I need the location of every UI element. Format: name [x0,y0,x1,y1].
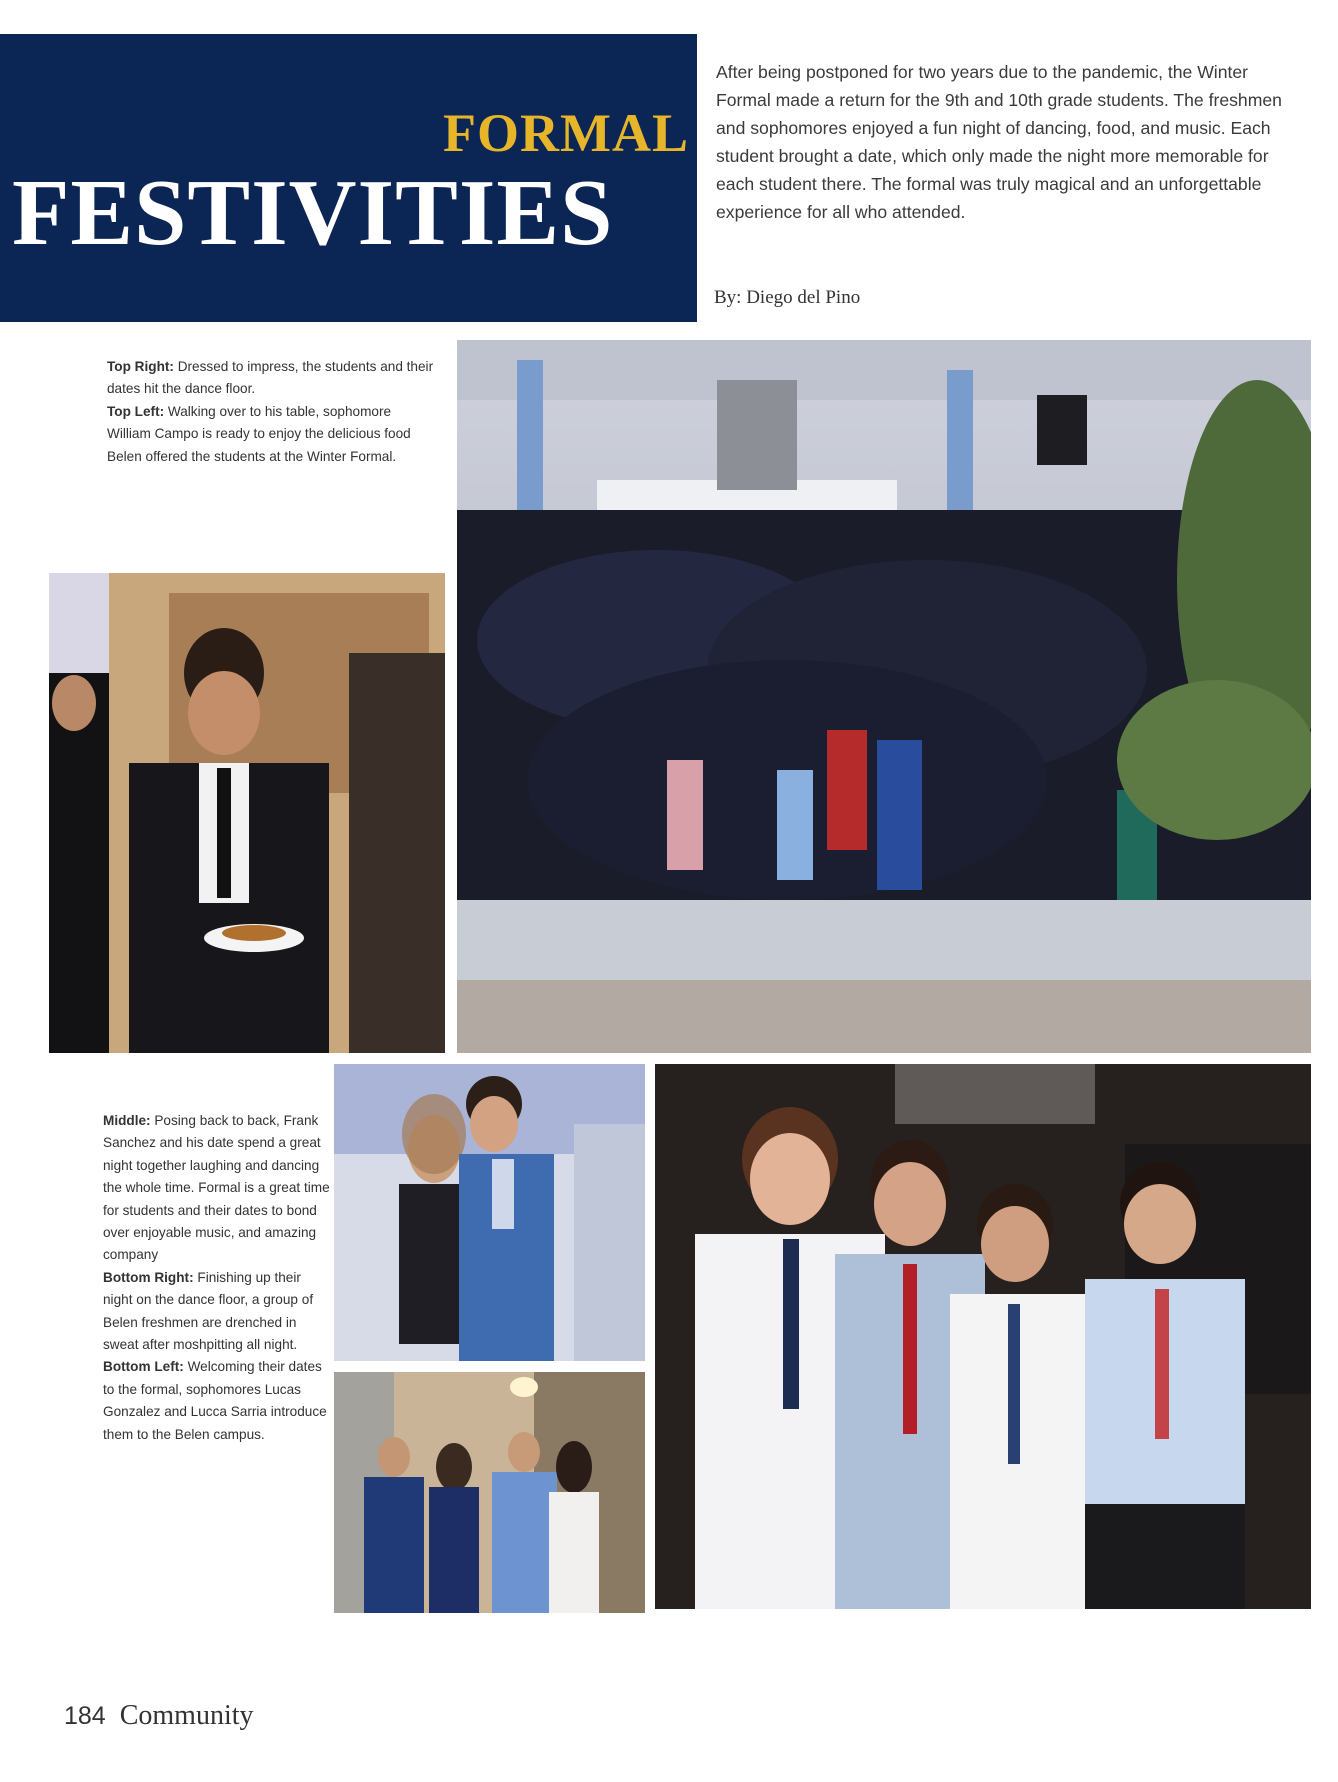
caption-label: Top Left: [107,403,165,419]
photo-frank-sanchez [334,1064,645,1361]
caption-label: Middle: [103,1113,151,1128]
photo-dance-floor [457,340,1311,1053]
photo-freshmen-group [655,1064,1311,1609]
caption-middle-block [103,1110,331,1446]
caption-label: Bottom Right: [103,1269,194,1285]
page-number: 184 [64,1702,106,1730]
caption-label: Top Right: [107,359,174,374]
intro-paragraph: After being postponed for two years due to the pandemic, the Winter Formal made a return for the 9th and 10th grade students. The freshmen and sophomores enjoyed a fun night of dancing, food, and music. Each student brought a date, which only made the night more memorable for each student there. The formal was truly magical and an unforgettable experience for all who attended. [716,62,1282,222]
caption-top-block [107,356,437,468]
caption-text: Finishing up their night on the dance floor, a group of Belen freshmen are drenched in sweat after moshpitting all night. [103,1269,314,1353]
caption-text: Welcoming their dates to the formal, sophomores Lucas Gonzalez and Lucca Sarria introduce them to the Belen campus. [103,1359,327,1442]
page-footer [64,1700,254,1732]
caption-text: Dressed to impress, the students and their dates hit the dance floor. [107,359,434,397]
caption-label: Bottom Left: [103,1359,184,1375]
byline: By: Diego del Pino [714,287,861,308]
photo-lucas-lucca [334,1372,645,1613]
photo-william-campo [49,573,445,1053]
title-formal: FORMAL [443,103,689,163]
caption-text: Posing back to back, Frank Sanchez and his date spend a great night together laughing and dancing the whole time. Formal is a great time for students and their dates to bond over enjoyable music, and amazing company [103,1113,330,1263]
section-name: Community [119,1700,254,1731]
caption-text: Walking over to his table, sophomore William Campo is ready to enjoy the delicious food Belen offered the students at the Winter Formal. [107,403,411,464]
title-banner [0,34,697,322]
title-festivities: FESTIVITIES [12,161,614,265]
